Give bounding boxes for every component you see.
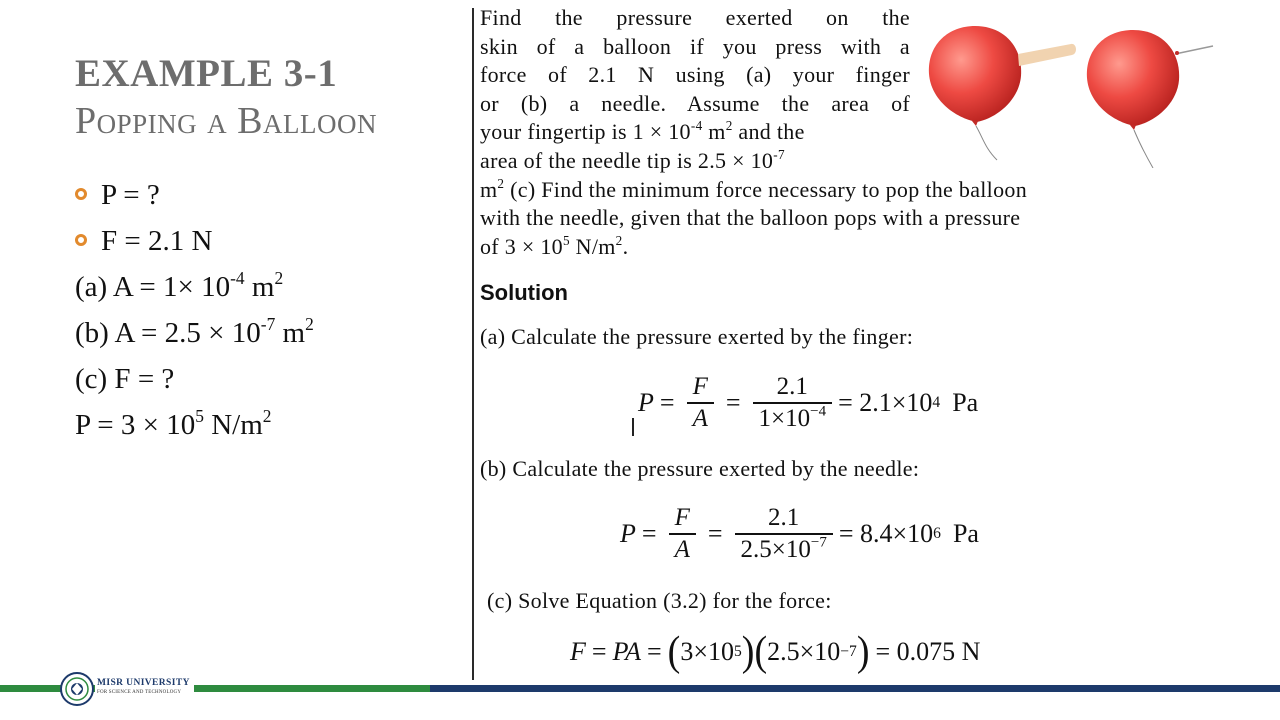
balloon-needle-icon	[1087, 30, 1213, 168]
given-item: F = 2.1 N	[75, 218, 314, 264]
bullet-ring-icon	[75, 234, 87, 246]
equation-b: P = $\frac{F}{A}$ = $\frac{2.1}{2.5\times 10^{-7}}$ = 8.4×10 6 Pa	[620, 504, 979, 563]
university-seal-icon	[60, 672, 94, 706]
givens-list	[75, 172, 314, 448]
slide-subtitle: Popping a Balloon	[75, 100, 377, 142]
text-cursor	[632, 418, 634, 436]
step-c-text: (c) Solve Equation (3.2) for the force:	[487, 588, 832, 613]
balloon-finger-icon	[929, 26, 1076, 160]
given-item: P = ?	[75, 172, 314, 218]
problem-statement: Find the pressure exerted on the skin of a balloon if you press with a force of 2.1 N using (a) your finger or (b) a needle. Assume the area of your fingertip is $1 \times 10^{-4}$ $m^2$ and the area of the needle tip is $2.5 \times 10^{-7}$ $m^2$ (c) Find the minimum force necessary to pop the balloon with the needle, given that the balloon pops with a pressure of $3 \times 10^5$ $N/m^2$.	[480, 5, 1027, 259]
given-item: (a) $A = 1\times 10^{-4}$ $m^2$	[75, 267, 284, 303]
balloon-illustration	[925, 18, 1225, 168]
given-item: $P = 3 \times 10^5$ $N/m^2$	[75, 405, 272, 441]
footer-bar-blue	[430, 685, 1280, 692]
equation-a: P = $\frac{F}{A}$ = $\frac{2.1}{1\times 10^{-4}}$ = 2.1×10 4 Pa	[638, 373, 979, 432]
equation-c: F = PA = ( 3×10 5 ) ( 2.5×10 −7 ) = 0.075 N	[570, 628, 981, 676]
step-a-text: (a) Calculate the pressure exerted by the finger:	[480, 324, 914, 349]
given-item: (b) $A = 2.5 \times 10^{-7}$ $m^2$	[75, 313, 314, 349]
bullet-ring-icon	[75, 188, 87, 200]
solution-heading: Solution	[480, 280, 568, 305]
university-name: MISR UNIVERSITY FOR SCIENCE AND TECHNOLOGY	[95, 679, 194, 695]
column-divider	[472, 8, 474, 680]
step-b-text: (b) Calculate the pressure exerted by the needle:	[480, 456, 920, 481]
given-item: (c) F = ?	[75, 363, 175, 395]
slide-title: EXAMPLE 3-1	[75, 52, 338, 95]
